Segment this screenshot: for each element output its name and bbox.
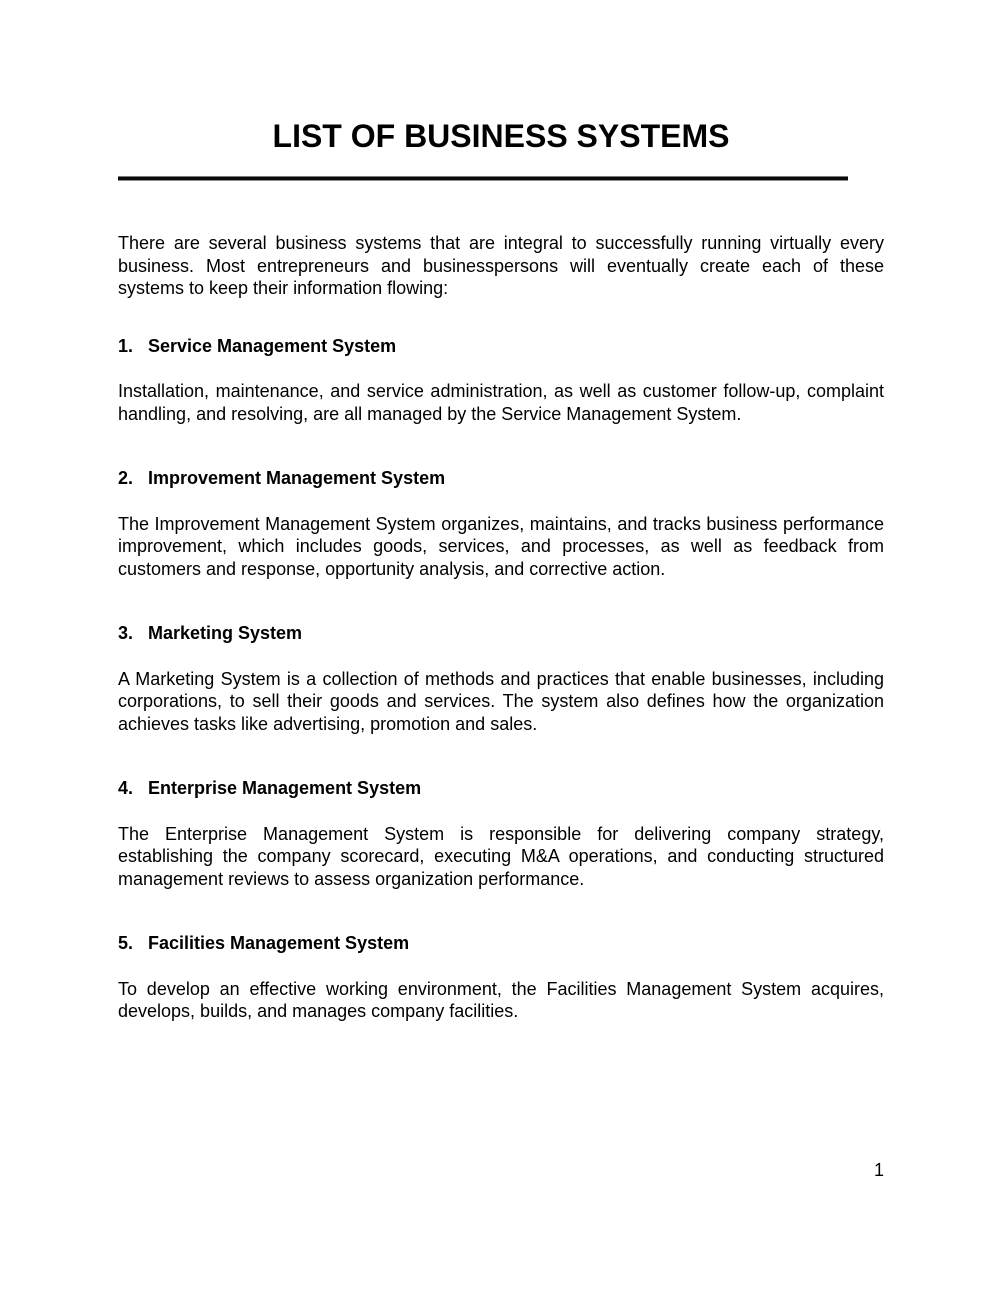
page-number: 1	[873, 1160, 884, 1180]
intro-paragraph: There are several business systems that are integral to successfully running virtually every business. Most entrepreneurs and businesspersons will eventually create each of these systems to keep their information flowing:	[118, 233, 884, 298]
document-content	[118, 0, 884, 1023]
section-number: 1.	[118, 335, 134, 356]
section-heading-5	[118, 932, 884, 955]
section-heading-2	[118, 467, 884, 490]
section-heading-label: Enterprise Management System	[148, 778, 422, 798]
section-heading-label: Service Management System	[148, 335, 397, 356]
section-number: 3.	[118, 623, 134, 643]
section-paragraph-2: The Improvement Management System organizes, maintains, and tracks business performance improvement, which includes goods, services, and processes, as well as feedback from customers and response, opportunity analysis, and corrective action.	[118, 513, 884, 579]
section-number: 4.	[118, 778, 134, 798]
section-heading-label: Marketing System	[148, 623, 303, 643]
page-title: LIST OF BUSINESS SYSTEMS	[272, 118, 730, 154]
section-heading-1	[118, 335, 884, 358]
section-paragraph-5: To develop an effective working environment, the Facilities Management System acquires, develops, builds, and manages company facilities.	[118, 978, 884, 1021]
section-number: 2.	[118, 468, 134, 488]
section-paragraph-4: The Enterprise Management System is responsible for delivering company strategy, establishing the company scorecard, executing M&A operations, and conducting structured management reviews to assess organization performance.	[118, 823, 884, 889]
title-divider-rule	[118, 176, 848, 181]
section-paragraph-3: A Marketing System is a collection of methods and practices that enable businesses, including corporations, to sell their goods and services. The system also defines how the organization achieves tasks like advertising, promotion and sales.	[118, 668, 884, 734]
section-heading-4	[118, 777, 884, 800]
section-heading-label: Improvement Management System	[148, 468, 446, 488]
section-heading-label: Facilities Management System	[148, 933, 410, 953]
section-heading-3	[118, 622, 884, 645]
section-number: 5.	[118, 933, 134, 953]
section-paragraph-1: Installation, maintenance, and service administration, as well as customer follow-up, complaint handling, and resolving, are all managed by the Service Management System.	[118, 381, 884, 424]
